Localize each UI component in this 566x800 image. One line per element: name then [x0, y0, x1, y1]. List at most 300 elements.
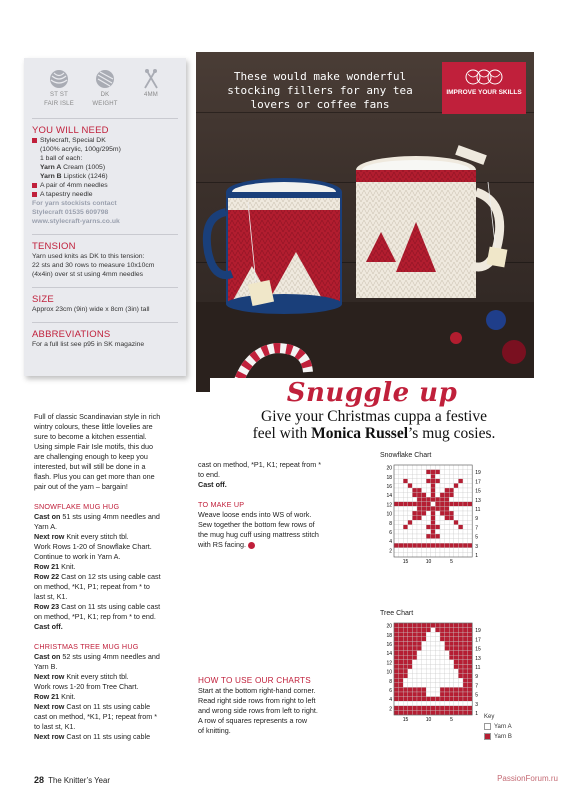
tree-chart-cell: [435, 706, 440, 711]
snowflake-chart-cell: [412, 493, 417, 498]
snowflake-chart-cell: [431, 543, 436, 548]
tree-chart-cell: [412, 651, 417, 656]
snowflake-chart-cell: [431, 539, 436, 544]
snowflake-chart-cell: [449, 483, 454, 488]
snowflake-chart-cell: [454, 516, 459, 521]
snowflake-chart-cell: [431, 488, 436, 493]
tree-chart-cell: [435, 701, 440, 706]
instr-text: Knit.: [59, 692, 76, 701]
tree-chart-cell: [412, 697, 417, 702]
tree-chart-cell: [422, 632, 427, 637]
snowflake-chart-cell: [394, 529, 399, 534]
snowflake-chart-cell: [408, 511, 413, 516]
snowflake-chart-cell: [422, 479, 427, 484]
snowflake-chart-cell: [426, 534, 431, 539]
snowflake-chart-cell: [403, 497, 408, 502]
snowflake-chart-cell: [440, 497, 445, 502]
tree-chart-cell: [417, 632, 422, 637]
snowflake-chart-cell: [454, 506, 459, 511]
tree-chart-cell: [399, 660, 404, 665]
tree-chart-cell: [454, 632, 459, 637]
tree-chart-cell: [440, 637, 445, 642]
tree-chart-cell: [445, 664, 450, 669]
yarn-b-label: Yarn B: [40, 173, 62, 180]
tree-chart-cell: [403, 655, 408, 660]
tree-chart-row-label: 18: [386, 632, 392, 639]
tree-chart-cell: [431, 710, 436, 715]
tree-chart-cell: [440, 623, 445, 628]
snowflake-chart-cell: [463, 529, 468, 534]
how-to-heading: HOW TO USE OUR CHARTS: [198, 676, 311, 685]
snowflake-chart-cell: [458, 548, 463, 553]
tree-chart-cell: [431, 697, 436, 702]
tree-chart-cell: [394, 669, 399, 674]
snowflake-chart-cell: [440, 506, 445, 511]
tree-chart-cell: [403, 632, 408, 637]
snowflake-chart-cell: [445, 529, 450, 534]
tree-chart-cell: [412, 632, 417, 637]
tree-chart-cell: [454, 628, 459, 633]
tree-chart-cell: [445, 651, 450, 656]
tree-chart-cell: [463, 683, 468, 688]
tree-chart-cell: [431, 683, 436, 688]
snowflake-chart-cell: [463, 516, 468, 521]
tree-chart-cell: [458, 623, 463, 628]
weight-label: WEIGHT: [92, 101, 118, 107]
tree-chart-cell: [440, 628, 445, 633]
snowflake-chart-cell: [412, 539, 417, 544]
instr-text: Knit every stitch tbl.: [64, 532, 129, 541]
instr-label: Next row: [34, 702, 65, 711]
snowflake-chart-cell: [440, 520, 445, 525]
snowflake-chart-cell: [417, 525, 422, 530]
snowflake-chart-cell: [449, 552, 454, 557]
snowflake-chart-cell: [399, 465, 404, 470]
snowflake-chart-cell: [403, 520, 408, 525]
tree-chart-cell: [417, 641, 422, 646]
snowflake-chart-cell: [445, 539, 450, 544]
tree-chart-cell: [399, 710, 404, 715]
tree-chart-cell: [399, 678, 404, 683]
snowflake-chart-cell: [394, 493, 399, 498]
tree-chart-cell: [440, 692, 445, 697]
snowflake-chart-cell: [408, 493, 413, 498]
instr-text: Knit every stitch tbl.: [64, 672, 129, 681]
bullet-icon: [32, 183, 37, 188]
tree-chart-cell: [399, 632, 404, 637]
snowflake-chart-cell: [440, 543, 445, 548]
instr-text: Work Rows 1-20 of Snowflake Chart.: [34, 542, 152, 551]
chart-key: [484, 714, 512, 740]
tree-chart-cell: [422, 660, 427, 665]
tree-chart-cell: [399, 641, 404, 646]
tree-chart-cell: [440, 660, 445, 665]
tree-chart-cell: [463, 660, 468, 665]
tree-chart-cell: [454, 674, 459, 679]
improve-skills-badge: [442, 62, 526, 114]
instr-text: Knit.: [59, 562, 76, 571]
tree-heading: CHRISTMAS TREE MUG HUG: [34, 642, 139, 651]
tree-chart-cell: [426, 683, 431, 688]
snowflake-chart-cell: [417, 479, 422, 484]
snowflake-chart-cell: [463, 470, 468, 475]
tree-chart-cell: [426, 697, 431, 702]
tree-chart-cell: [435, 697, 440, 702]
instr-label: Cast off.: [34, 622, 63, 631]
snowflake-chart-cell: [445, 488, 450, 493]
tree-chart-cell: [408, 678, 413, 683]
snowflake-chart-row-label: 17: [475, 479, 481, 486]
tree-chart-cell: [417, 687, 422, 692]
tree-chart-cell: [399, 674, 404, 679]
snowflake-chart-cell: [458, 483, 463, 488]
tree-chart-cell: [394, 641, 399, 646]
tree-chart-cell: [426, 701, 431, 706]
snowflake-chart-cell: [394, 502, 399, 507]
tree-chart-cell: [445, 641, 450, 646]
tree-chart-cell: [449, 655, 454, 660]
snowflake-chart-cell: [449, 493, 454, 498]
snowflake-chart-cell: [422, 529, 427, 534]
tree-chart-cell: [422, 697, 427, 702]
tree-chart-cell: [454, 637, 459, 642]
snowflake-chart-cell: [440, 529, 445, 534]
snowflake-chart-cell: [408, 543, 413, 548]
author-name: Monica Russel: [311, 425, 408, 442]
contact-line-1: For yarn stockists contact: [32, 200, 117, 207]
tree-chart-cell: [412, 641, 417, 646]
snowflake-chart-cell: [463, 497, 468, 502]
snowflake-chart-row-label: 13: [475, 497, 481, 504]
tree-chart-cell: [445, 646, 450, 651]
tree-chart-cell: [445, 683, 450, 688]
tree-chart-cell: [454, 641, 459, 646]
intro-line: are challenging enough to keep you: [34, 452, 148, 461]
tree-chart-cell: [463, 706, 468, 711]
tree-chart-cell: [463, 664, 468, 669]
tree-chart-cell: [394, 623, 399, 628]
instr-text: 52 sts using 4mm needles and: [60, 652, 160, 661]
tree-chart-cell: [463, 651, 468, 656]
snowflake-chart-cell: [463, 520, 468, 525]
tree-chart-cell: [449, 701, 454, 706]
subtitle-line-2c: ’s mug cosies.: [408, 425, 496, 442]
tree-chart-cell: [440, 678, 445, 683]
instr-label: Next row: [34, 732, 65, 741]
snowflake-chart-cell: [435, 548, 440, 553]
tree-chart-cell: [422, 674, 427, 679]
tree-chart-cell: [445, 687, 450, 692]
snowflake-chart-cell: [445, 479, 450, 484]
yarn-spec: (100% acrylic, 100g/295m): [40, 146, 121, 153]
tree-chart-cell: [458, 628, 463, 633]
instr-text: and wrong side rows from left to right.: [198, 706, 318, 715]
tree-chart-cell: [468, 637, 473, 642]
tree-chart-cell: [394, 697, 399, 702]
tree-chart-cell: [417, 646, 422, 651]
snowflake-chart-cell: [468, 525, 473, 530]
tree-chart-row-label: 4: [389, 697, 392, 704]
tree-chart-cell: [454, 660, 459, 665]
intro-line: sure to become a kitchen essential.: [34, 432, 147, 441]
snowflake-chart-cell: [422, 465, 427, 470]
tree-chart-cell: [431, 637, 436, 642]
tree-chart-cell: [435, 655, 440, 660]
snowflake-chart-cell: [426, 511, 431, 516]
tree-chart-cell: [403, 701, 408, 706]
snowflake-chart-cell: [426, 525, 431, 530]
tree-chart-cell: [412, 664, 417, 669]
dk-label: DK: [100, 92, 110, 98]
snowflake-chart-cell: [435, 534, 440, 539]
tree-chart-cell: [468, 683, 473, 688]
snowflake-chart-cell: [431, 474, 436, 479]
snowflake-chart-cell: [408, 529, 413, 534]
tree-chart-cell: [394, 651, 399, 656]
tree-chart-cell: [463, 697, 468, 702]
watermark: PassionForum.ru: [497, 774, 558, 783]
tree-chart-cell: [440, 674, 445, 679]
technique-needles: [131, 68, 171, 108]
instr-text: with RS facing.: [198, 540, 246, 549]
tree-chart-cell: [426, 623, 431, 628]
snowflake-chart-row-label: 4: [389, 539, 392, 546]
tree-chart-cell: [403, 651, 408, 656]
tree-chart-cell: [445, 655, 450, 660]
instr-text: last st, K1.: [34, 592, 68, 601]
snowflake-chart-cell: [458, 497, 463, 502]
tree-chart-cell: [458, 692, 463, 697]
snowflake-chart-cell: [431, 529, 436, 534]
instr-text: Cast on 12 sts using cable cast: [59, 572, 161, 581]
tree-chart-cell: [417, 651, 422, 656]
tree-chart-cell: [449, 683, 454, 688]
tree-chart-cell: [454, 651, 459, 656]
snowflake-chart-cell: [435, 516, 440, 521]
snowflake-chart-cell: [468, 502, 473, 507]
snowflake-chart-cell: [426, 506, 431, 511]
snowflake-chart-cell: [408, 465, 413, 470]
tree-chart-cell: [449, 628, 454, 633]
snowflake-chart-cell: [431, 520, 436, 525]
snowflake-chart-cell: [422, 483, 427, 488]
snowflake-chart-cell: [399, 525, 404, 530]
snowflake-chart-cell: [403, 548, 408, 553]
snowflake-chart-cell: [458, 529, 463, 534]
tree-chart-row-label: 20: [386, 623, 392, 630]
key-yarn-b: Yarn B: [494, 733, 512, 740]
tree-chart-cell: [399, 692, 404, 697]
tree-chart-cell: [399, 646, 404, 651]
tree-chart-cell: [458, 678, 463, 683]
snowflake-chart-cell: [412, 552, 417, 557]
snowflake-chart-row-label: 5: [475, 534, 478, 541]
tree-chart-cell: [426, 641, 431, 646]
pattern-column-2: [198, 460, 348, 736]
snowflake-chart-cell: [463, 493, 468, 498]
tree-chart-cell: [403, 664, 408, 669]
yarn-brand: Stylecraft, Special DK: [40, 137, 106, 144]
tree-chart-cell: [468, 641, 473, 646]
snowflake-chart-cell: [449, 470, 454, 475]
tree-chart-cell: [468, 674, 473, 679]
tree-chart-cell: [417, 637, 422, 642]
snowflake-chart-cell: [399, 534, 404, 539]
snowflake-chart-cell: [399, 474, 404, 479]
tree-chart-cell: [458, 655, 463, 660]
tree-chart-cell: [463, 637, 468, 642]
tree-chart-cell: [440, 669, 445, 674]
snowflake-chart-cell: [403, 516, 408, 521]
yarn-balls-icon: [464, 68, 504, 86]
tree-chart-cell: [394, 674, 399, 679]
tree-chart-cell: [426, 706, 431, 711]
snowflake-chart-cell: [435, 479, 440, 484]
snowflake-chart-cell: [449, 543, 454, 548]
tree-chart-cell: [449, 660, 454, 665]
snowflake-chart-cell: [403, 552, 408, 557]
tree-chart-cell: [468, 697, 473, 702]
snowflake-chart-cell: [440, 548, 445, 553]
snowflake-chart-cell: [445, 548, 450, 553]
tree-chart-cell: [412, 706, 417, 711]
snowflake-chart-cell: [403, 543, 408, 548]
tree-chart-cell: [454, 706, 459, 711]
tree-chart-cell: [431, 660, 436, 665]
tree-chart-cell: [449, 706, 454, 711]
snowflake-chart-cell: [454, 520, 459, 525]
tree-chart-cell: [468, 655, 473, 660]
tree-chart-row-label: 8: [389, 678, 392, 685]
tree-chart-cell: [454, 664, 459, 669]
snowflake-chart-cell: [431, 470, 436, 475]
snowflake-chart-cell: [458, 465, 463, 470]
tree-chart-cell: [435, 632, 440, 637]
snowflake-chart-cell: [417, 529, 422, 534]
tree-chart-cell: [468, 687, 473, 692]
snowflake-chart-cell: [394, 520, 399, 525]
snowflake-chart-cell: [408, 502, 413, 507]
tree-chart-cell: [431, 664, 436, 669]
tree-chart-cell: [431, 692, 436, 697]
snowflake-chart-cell: [412, 543, 417, 548]
tree-chart-cell: [435, 660, 440, 665]
snowflake-chart-row-label: 12: [386, 502, 392, 509]
tree-chart-cell: [440, 641, 445, 646]
snowflake-chart-cell: [445, 502, 450, 507]
snowflake-chart-cell: [408, 539, 413, 544]
snowflake-chart-cell: [454, 470, 459, 475]
snowflake-chart-cell: [408, 534, 413, 539]
tree-chart-cell: [468, 660, 473, 665]
tree-chart-col-label: 15: [402, 717, 409, 723]
snowflake-chart-cell: [463, 479, 468, 484]
snowflake-chart-cell: [454, 539, 459, 544]
snowflake-chart-cell: [412, 470, 417, 475]
tree-chart-cell: [417, 628, 422, 633]
tree-chart-cell: [445, 692, 450, 697]
instr-text: on method, *K1, P1; repeat from * to: [34, 582, 150, 591]
snowflake-chart-cell: [422, 497, 427, 502]
snowflake-chart-cell: [458, 539, 463, 544]
snowflake-chart-cell: [440, 493, 445, 498]
tree-chart-cell: [454, 646, 459, 651]
snowflake-chart-cell: [440, 525, 445, 530]
tree-chart-cell: [449, 632, 454, 637]
snowflake-chart-cell: [399, 493, 404, 498]
instr-label: Cast on: [34, 512, 61, 521]
snowflake-chart-cell: [412, 506, 417, 511]
contact-url[interactable]: www.stylecraft-yarns.co.uk: [32, 218, 120, 225]
tree-chart-cell: [417, 710, 422, 715]
tree-chart-cell: [394, 701, 399, 706]
snowflake-chart-cell: [458, 520, 463, 525]
tree-chart-cell: [449, 674, 454, 679]
snowflake-chart-cell: [394, 516, 399, 521]
snowflake-chart-cell: [412, 520, 417, 525]
tree-chart-cell: [417, 701, 422, 706]
snowflake-chart-cell: [431, 497, 436, 502]
snowflake-chart-cell: [454, 465, 459, 470]
tree-chart-cell: [435, 683, 440, 688]
tree-chart-cell: [426, 655, 431, 660]
snowflake-chart-cell: [408, 506, 413, 511]
tree-chart-cell: [440, 664, 445, 669]
size-title: SIZE: [32, 287, 178, 305]
snowflake-chart-cell: [440, 465, 445, 470]
tree-chart-cell: [454, 655, 459, 660]
snowflake-chart-cell: [403, 470, 408, 475]
snowflake-chart-cell: [454, 529, 459, 534]
tree-chart-cell: [468, 651, 473, 656]
tree-chart-cell: [422, 641, 427, 646]
snowflake-chart-cell: [426, 465, 431, 470]
tree-chart-cell: [422, 710, 427, 715]
tree-chart-cell: [445, 706, 450, 711]
end-mark-icon: [248, 542, 255, 549]
pattern-column-1: [34, 412, 184, 742]
tree-chart-cell: [394, 660, 399, 665]
tree-chart-cell: [412, 678, 417, 683]
intro-line: flash. Plus you can get more than one: [34, 472, 155, 481]
snowflake-chart-cell: [431, 534, 436, 539]
tree-chart-cell: [431, 655, 436, 660]
instr-text: Cast on 11 sts using cable: [64, 702, 151, 711]
snowflake-chart-cell: [454, 474, 459, 479]
tree-chart-title: Tree Chart: [380, 610, 414, 617]
tree-chart-cell: [458, 651, 463, 656]
tree-chart-cell: [431, 687, 436, 692]
snowflake-chart-cell: [417, 539, 422, 544]
snowflake-chart-row-label: 8: [389, 520, 392, 527]
tree-chart-cell: [408, 641, 413, 646]
tree-chart-cell: [445, 628, 450, 633]
snowflake-chart-cell: [422, 525, 427, 530]
tree-chart-cell: [445, 697, 450, 702]
tree-chart-cell: [454, 710, 459, 715]
snowflake-chart-cell: [403, 506, 408, 511]
tree-chart-cell: [417, 623, 422, 628]
tree-chart-cell: [422, 683, 427, 688]
tree-chart-cell: [426, 628, 431, 633]
intro-line: Full of classic Scandinavian style in rich: [34, 412, 161, 421]
tree-chart-cell: [454, 683, 459, 688]
snowflake-chart-cell: [468, 493, 473, 498]
snowflake-chart-row-label: 15: [475, 488, 481, 495]
tree-chart-cell: [422, 664, 427, 669]
snowflake-chart-cell: [454, 488, 459, 493]
tree-chart-cell: [394, 646, 399, 651]
